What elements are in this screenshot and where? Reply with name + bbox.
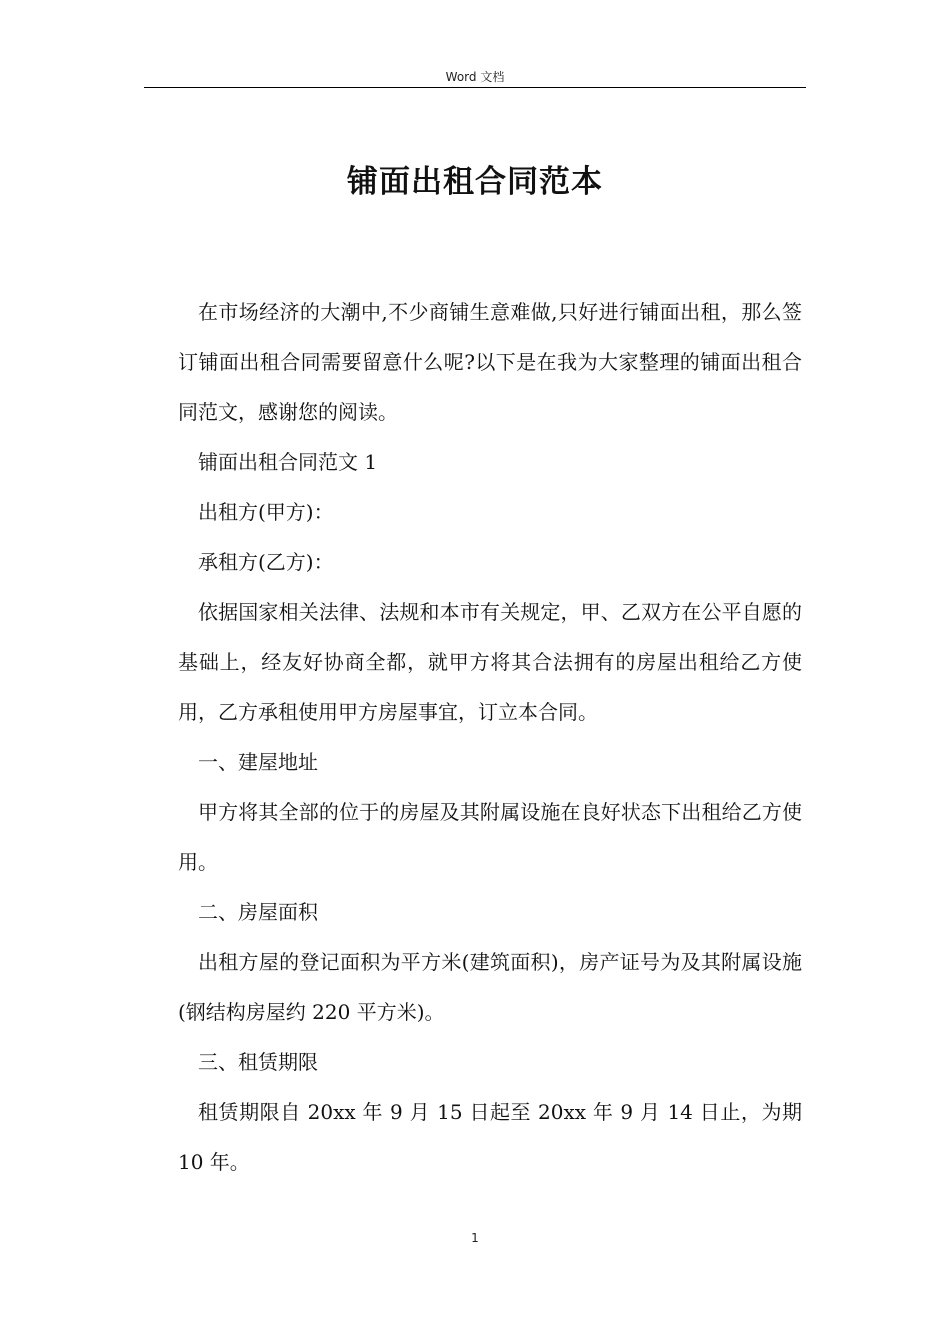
lessor-line: 出租方(甲方)： (198, 500, 334, 524)
document-title: 铺面出租合同范本 (347, 164, 603, 200)
section-heading-address: 一、建屋地址 (198, 750, 318, 774)
document-body (178, 287, 802, 1187)
intro-paragraph: 在市场经济的大潮中,不少商铺生意难做,只好进行铺面出租，那么签订铺面出租合同需要留意什么呢?以下是在我为大家整理的铺面出租合同范文，感谢您的阅读。 (178, 300, 802, 424)
section-heading-term: 三、租赁期限 (198, 1050, 318, 1074)
term-paragraph: 租赁期限自 20xx 年 9 月 15 日起至 20xx 年 9 月 14 日止，为期 10 年。 (178, 1100, 802, 1174)
preamble-paragraph: 依据国家相关法律、法规和本市有关规定，甲、乙双方在公平自愿的基础上，经友好协商全都，就甲方将其合法拥有的房屋出租给乙方使用，乙方承租使用甲方房屋事宜，订立本合同。 (178, 600, 802, 724)
page-number: 1 (471, 1231, 479, 1245)
sample-heading: 铺面出租合同范文 1 (198, 450, 378, 474)
lessee-line: 承租方(乙方)： (198, 550, 334, 574)
header-divider (144, 87, 806, 88)
address-paragraph: 甲方将其全部的位于的房屋及其附属设施在良好状态下出租给乙方使用。 (178, 800, 802, 874)
area-paragraph: 出租方屋的登记面积为平方米(建筑面积)，房产证号为及其附属设施(钢结构房屋约 220 平方米)。 (178, 950, 802, 1024)
section-heading-area: 二、房屋面积 (198, 900, 318, 924)
page-header-label: Word 文档 (445, 70, 505, 84)
